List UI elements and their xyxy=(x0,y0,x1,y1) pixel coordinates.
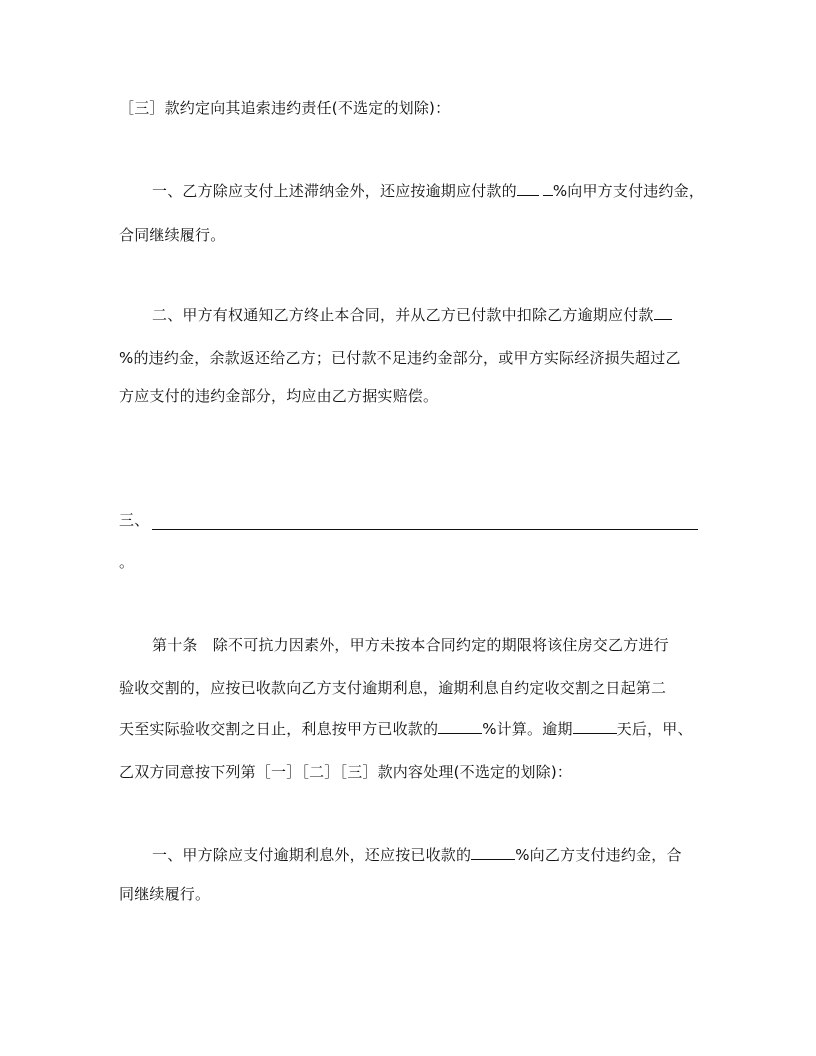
clause-intro: ［三］款约定向其追索违约责任(不选定的划除)： xyxy=(119,99,451,117)
clause-1-line-2: 合同继续履行。 xyxy=(119,226,226,244)
clause-1-line-1: 一、乙方除应支付上述滞纳金外，还应按逾期应付款的 %向甲方支付违约金， xyxy=(152,182,705,200)
article-10-clause-1-line-2: 同继续履行。 xyxy=(119,885,211,903)
article-10-line-1: 第十条 除不可抗力因素外，甲方未按本合同约定的期限将该住房交乙方进行 xyxy=(152,636,669,654)
clause-3-blank-line xyxy=(152,529,698,530)
article-10-line-2: 验收交割的，应按已收款向乙方支付逾期利息，逾期利息自约定收交割之日起第二 xyxy=(119,679,667,697)
clause-3-line-1: 三、 xyxy=(119,511,150,529)
article-10-line-4: 乙双方同意按下列第［一］［二］［三］款内容处理(不选定的划除)： xyxy=(119,763,573,781)
clause-2-line-3: 方应支付的违约金部分，均应由乙方据实赔偿。 xyxy=(119,387,439,405)
article-10-clause-1-line-1: 一、甲方除应支付逾期利息外，还应按已收款的 %向乙方支付违约金，合 xyxy=(152,846,682,864)
article-10-line-3: 天至实际验收交割之日止，利息按甲方已收款的 %计算。逾期 天后，甲、 xyxy=(119,720,693,738)
clause-2-line-1: 二、甲方有权通知乙方终止本合同，并从乙方已付款中扣除乙方逾期应付款 xyxy=(152,305,698,325)
clause-2-line-2: %的违约金，余款返还给乙方；已付款不足违约金部分，或甲方实际经济损失超过乙 xyxy=(119,349,681,367)
clause-3-line-2: 。 xyxy=(119,553,135,571)
